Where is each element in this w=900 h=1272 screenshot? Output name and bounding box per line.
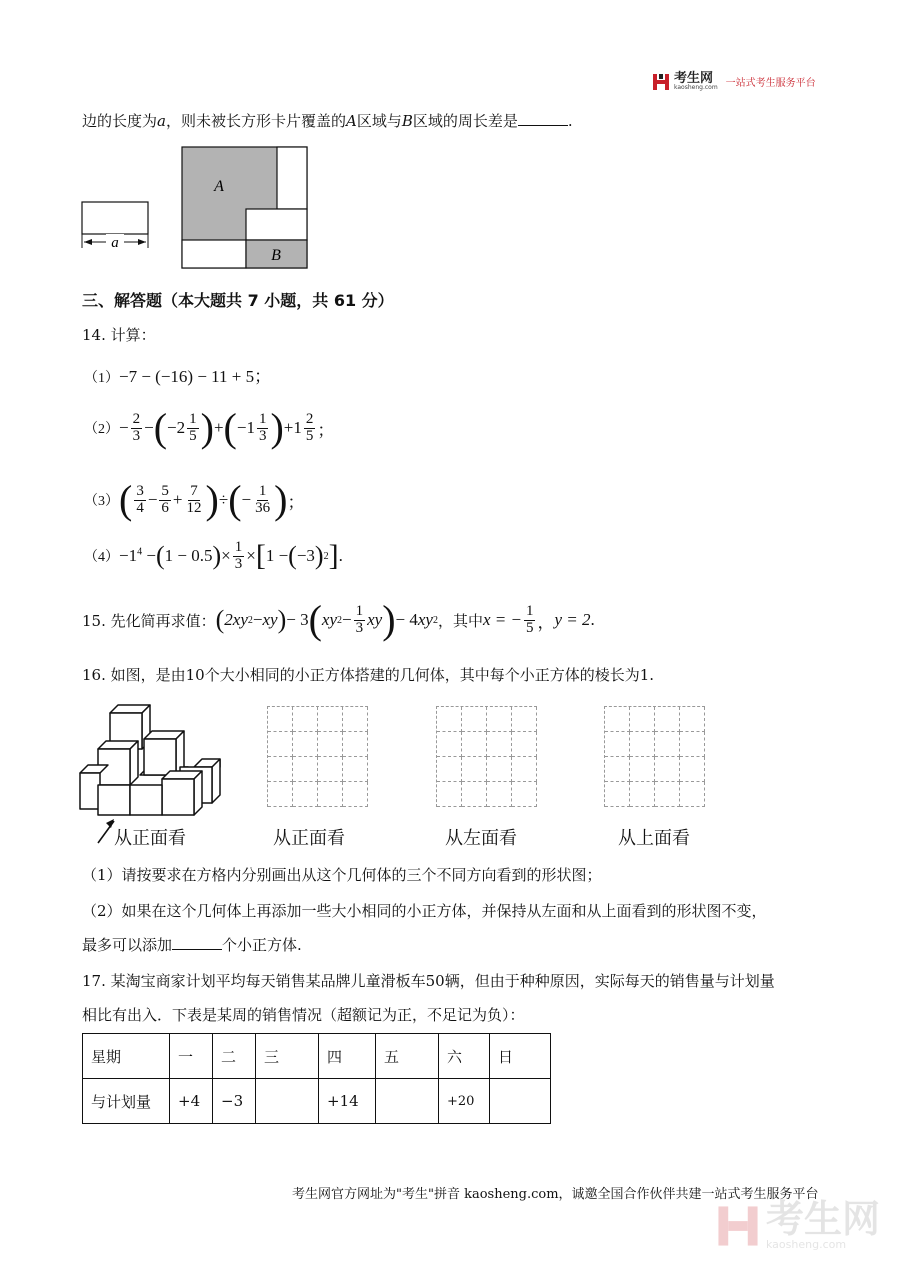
grid-front[interactable] — [267, 706, 368, 807]
table-cell: 四 — [319, 1034, 376, 1079]
watermark-domain: kaosheng.com — [766, 1238, 847, 1251]
table-cell: 一 — [170, 1034, 213, 1079]
q17-line2: 相比有出入．下表是某周的销售情况（超额记为正，不足记为负）： — [82, 1006, 525, 1024]
label-a: a — [111, 235, 119, 251]
caption-front-arrow: 从正面看 — [114, 828, 186, 849]
table-cell: 二 — [213, 1034, 256, 1079]
small-card — [82, 202, 148, 234]
table-cell[interactable] — [256, 1079, 319, 1124]
table-cell: 五 — [376, 1034, 439, 1079]
table-cell: 日 — [490, 1034, 551, 1079]
cubes-figure — [78, 695, 228, 845]
grid-top[interactable] — [604, 706, 705, 807]
card-right — [277, 147, 307, 209]
watermark-name: 考生网 — [766, 1197, 881, 1241]
section3-heading: 三、解答题（本大题共 7 小题，共 61 分） — [82, 291, 394, 310]
logo-mark-icon — [652, 73, 670, 91]
q15: 15. 先化简再求值： ( 2xy 2 − xy ) − 3 ( xy 2 − $\frac{1}{3}$ xy ) − 4 xy 2 ，其中 x = − $\frac{1}{5}$ ， y = 2 . — [82, 597, 595, 642]
q14-part2: （2） − $\frac{2}{3}$ − ( −2 $\frac{1}{5}$ ) + ( −1 $\frac{1}{3}$ ) +1 $\frac{2}{5}$ ； — [84, 405, 335, 450]
label-A: A — [214, 178, 224, 195]
watermark — [716, 1197, 881, 1251]
table-cell[interactable] — [376, 1079, 439, 1124]
q14-title: 14. 计算： — [82, 326, 156, 344]
table-row — [83, 1079, 551, 1124]
header-logo — [652, 72, 816, 91]
q17-line1: 17. 某淘宝商家计划平均每天销售某品牌儿童滑板车50辆，但由于种种原因，实际每天的销售量与计划量 — [82, 972, 775, 990]
brand-slogan: 一站式考生服务平台 — [725, 78, 816, 89]
table-cell: 与计划量 — [83, 1079, 170, 1124]
table-cell: 六 — [439, 1034, 490, 1079]
q13-figure — [78, 140, 318, 275]
table-cell: −3 — [213, 1079, 256, 1124]
grid-left[interactable] — [436, 706, 537, 807]
table-cell: 星期 — [83, 1034, 170, 1079]
table-cell: 三 — [256, 1034, 319, 1079]
caption-top: 从上面看 — [618, 828, 690, 849]
brand-domain: kaosheng.com — [674, 84, 718, 91]
q14-part3: （3） ( $\frac{3}{4}$ − $\frac{5}{6}$ + $\frac{7}{12}$ ) ÷ ( − $\frac{1}{36}$ ) ； — [84, 477, 305, 522]
table-cell: +4 — [170, 1079, 213, 1124]
q13-text: 边的长度为a，则未被长方形卡片覆盖的A区域与B区域的周长差是 . — [82, 112, 573, 130]
table-cell: +20 — [439, 1079, 490, 1124]
q16-part1: （1）请按要求在方格内分别画出从这个几何体的三个不同方向看到的形状图； — [82, 866, 602, 884]
brand-name: 考生网 — [674, 71, 714, 86]
q16-text: 16. 如图，是由10个大小相同的小正方体搭建的几何体，其中每个小正方体的棱长为1. — [82, 666, 655, 684]
label-B: B — [271, 247, 281, 264]
table-row — [83, 1034, 551, 1079]
caption-left: 从左面看 — [445, 828, 517, 849]
q16-answer-blank[interactable] — [172, 935, 222, 950]
card-bottom — [182, 240, 246, 268]
watermark-logo-icon — [716, 1204, 760, 1248]
q16-part2: （2）如果在这个几何体上再添加一些大小相同的小正方体，并保持从左面和从上面看到的形状图不变， — [82, 902, 767, 920]
q13-answer-blank[interactable] — [518, 111, 568, 126]
table-cell[interactable] — [490, 1079, 551, 1124]
card-middle — [246, 209, 307, 240]
sales-table — [82, 1033, 551, 1124]
q14-part1: （1）−7 − (−16) − 11 + 5； — [84, 367, 272, 386]
caption-front: 从正面看 — [273, 828, 345, 849]
q14-part4: （4） $-1^4$ − ( 1 − 0.5 ) × $\frac{1}{3}$ × [ 1 − ( −3 ) 2 ] . — [84, 539, 343, 573]
footer-text: 考生网官方网址为"考生"拼音 kaosheng.com，诚邀全国合作伙伴共建一站式考生服务平台 — [292, 1187, 819, 1202]
q16-part2b: 最多可以添加 个小正方体. — [82, 936, 302, 954]
table-cell: +14 — [319, 1079, 376, 1124]
